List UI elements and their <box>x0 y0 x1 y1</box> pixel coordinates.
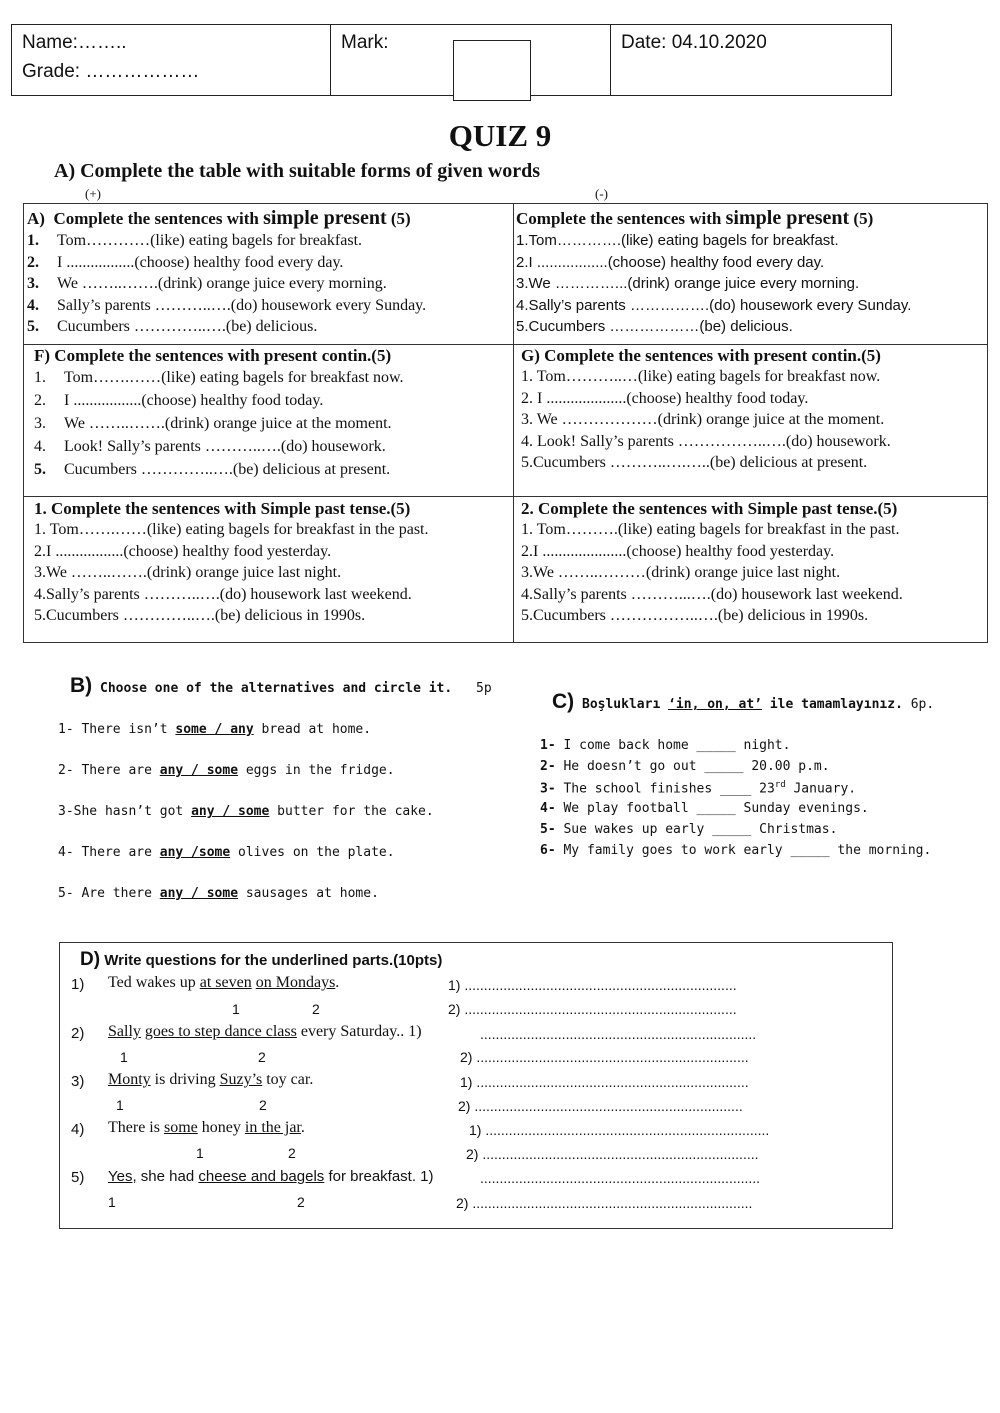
item-text: The school finishes ____ 23 <box>555 781 775 797</box>
alternatives[interactable]: any / some <box>191 804 270 819</box>
section-points: 6p. <box>910 697 935 712</box>
row-divider <box>24 344 987 345</box>
section-c-heading <box>552 690 934 714</box>
item-number: 6- <box>540 843 556 858</box>
date-label: Date: 04.10.2020 <box>621 32 767 53</box>
line-number: 2. <box>34 392 46 409</box>
sentence-text: I .................(choose) healthy food every day. <box>57 253 344 271</box>
sentence-line: 4.Sally’s parents …………….(do) housework every Sunday. <box>516 296 912 314</box>
item-text: 1- There isn’t <box>58 722 176 737</box>
question-sentence <box>108 1023 422 1041</box>
underlined-part: some <box>163 1119 198 1136</box>
section-d <box>59 942 893 1229</box>
underlined-part: in the jar <box>244 1119 301 1136</box>
underlined-part: goes to step dance class <box>144 1023 297 1040</box>
part-number: 2 <box>288 1145 296 1161</box>
sentence-line: 3. We ………………(drink) orange juice at the moment. <box>521 411 885 428</box>
choice-item <box>58 722 371 737</box>
part-number: 1 <box>120 1049 128 1065</box>
underlined-part: on Mondays <box>255 974 336 991</box>
sentence-line: 5.Cucumbers ……………..….(be) delicious in 1990s. <box>521 607 869 624</box>
answer-line[interactable]: 2) ...................................................................... <box>448 1001 737 1017</box>
sentence-text: We ……..…….(drink) orange juice every morning. <box>57 275 387 292</box>
section-instruction: Boşlukları <box>582 697 669 712</box>
item-text: January. <box>785 781 857 797</box>
block-present-continuous-positive <box>34 346 404 481</box>
line-number: 1. <box>34 369 46 386</box>
item-text: eggs in the fridge. <box>238 763 395 778</box>
subtitle: A) Complete the table with suitable forms of given words <box>54 160 541 182</box>
answer-line[interactable]: 2) ..................................................................... <box>458 1098 743 1114</box>
line-number: 3. <box>27 275 39 292</box>
sentence-line: 3.We ……..…….(drink) orange juice last night. <box>34 564 342 581</box>
row-divider <box>24 496 987 497</box>
sentence-text: Cucumbers …………..….(be) delicious at present. <box>64 461 391 478</box>
line-number: 4. <box>34 438 46 455</box>
item-number: 2- <box>540 759 556 774</box>
sentence-line <box>27 316 426 338</box>
item-text: olives on the plate. <box>230 845 395 860</box>
heading-text: Complete the sentences with <box>516 209 722 228</box>
answer-line[interactable]: 2) ...................................................................... <box>460 1049 749 1065</box>
sentence-line: 5.Cucumbers ………..….…..(be) delicious at present. <box>521 454 868 471</box>
block-heading <box>27 207 426 230</box>
sentence-line: 4.Sally’s parents ………..….(do) housework last weekend. <box>34 585 412 603</box>
section-d-heading <box>80 949 442 971</box>
item-text: 3-She hasn’t got <box>58 804 192 819</box>
section-keywords: ‘in, on, at’ <box>668 697 763 712</box>
name-grade-cell[interactable] <box>12 25 331 95</box>
question-number: 3) <box>71 1073 85 1090</box>
sentence-line <box>34 366 404 389</box>
fill-item[interactable] <box>540 843 931 858</box>
choice-item <box>58 886 379 901</box>
underlined-part: Monty <box>108 1071 151 1088</box>
question-number: 1) <box>71 976 85 993</box>
section-points: 5p <box>476 681 492 696</box>
block-simple-present-positive <box>27 207 426 338</box>
alternatives[interactable]: some / any <box>175 722 254 737</box>
block-present-continuous-negative <box>521 346 891 474</box>
sentence-text: honey <box>197 1119 245 1136</box>
item-text: He doesn’t go out _____ 20.00 p.m. <box>555 759 830 774</box>
block-simple-past-positive <box>34 499 428 627</box>
alternatives[interactable]: any /some <box>159 845 231 860</box>
ordinal-suffix: rd <box>774 780 786 790</box>
answer-line[interactable]: ........................................................................ <box>480 1170 761 1186</box>
answer-line[interactable]: 2) ....................................................................... <box>466 1146 759 1162</box>
sentence-line: 2. I ....................(choose) healthy food today. <box>521 389 809 407</box>
sentence-line: 4. Look! Sally’s parents ……………..….(do) housework. <box>521 432 891 450</box>
sentence-text: There is <box>108 1119 164 1136</box>
fill-item[interactable] <box>540 738 790 753</box>
sentence-text: Tom…….……(like) eating bagels for breakfast now. <box>64 369 404 386</box>
underlined-part: at seven <box>199 974 252 991</box>
section-instruction: Choose one of the alternatives and circle it. <box>100 681 453 696</box>
name-field: Name:…….. <box>22 32 127 53</box>
question-sentence <box>108 1168 434 1185</box>
part-number: 2 <box>258 1049 266 1065</box>
question-sentence <box>108 974 339 992</box>
header-table <box>11 24 892 96</box>
item-number: 5- <box>540 822 556 837</box>
sentence-line: 2.I .................(choose) healthy food yesterday. <box>34 542 332 560</box>
question-sentence <box>108 1119 305 1137</box>
sentence-text: Tom…………(like) eating bagels for breakfast. <box>57 232 363 249</box>
heading-emphasis: simple present <box>263 207 387 229</box>
sentence-line <box>34 389 404 412</box>
heading-points: (5) <box>853 209 874 228</box>
sentence-line: 4.Sally’s parents ………...….(do) housework last weekend. <box>521 585 903 603</box>
line-number: 3. <box>34 415 46 432</box>
sentence-line: 1. Tom…….……(like) eating bagels for breakfast in the past. <box>34 521 429 538</box>
column-divider <box>513 204 514 642</box>
item-text: sausages at home. <box>238 886 379 901</box>
sentence-text: I .................(choose) healthy food today. <box>64 392 324 409</box>
heading-text: Complete the sentences with <box>53 209 259 228</box>
block-simple-present-negative <box>516 207 911 338</box>
block-heading: G) Complete the sentences with present contin.(5) <box>521 346 881 365</box>
sentence-text: We ……..…….(drink) orange juice at the moment. <box>64 415 392 432</box>
answer-line[interactable]: ....................................................................... <box>480 1026 757 1042</box>
item-number: 3- <box>540 781 556 797</box>
part-number: 2 <box>312 1001 320 1017</box>
heading-emphasis: simple present <box>725 207 850 229</box>
fill-item[interactable] <box>540 759 830 774</box>
sentence-text: . <box>300 1119 305 1136</box>
block-heading: 2. Complete the sentences with Simple past tense.(5) <box>521 499 898 518</box>
underlined-part: cheese and bagels <box>198 1168 325 1185</box>
answer-line[interactable]: 1) ......................................................................... <box>469 1122 770 1138</box>
choice-item <box>58 845 395 860</box>
minus-sign: (-) <box>595 186 608 201</box>
section-b-heading <box>70 674 492 698</box>
line-number: 2. <box>27 253 39 271</box>
block-label: A) <box>27 209 45 228</box>
part-number: 1 <box>116 1097 124 1113</box>
sentence-line: 5.Cucumbers …………..….(be) delicious in 1990s. <box>34 607 366 624</box>
date-cell <box>611 25 891 95</box>
sentence-text: Ted wakes up <box>108 974 200 991</box>
fill-item[interactable] <box>540 822 837 837</box>
sentence-line <box>27 252 426 274</box>
answer-line[interactable]: 2) ........................................................................ <box>456 1195 753 1211</box>
part-number: 2 <box>259 1097 267 1113</box>
item-text: We play football _____ Sunday evenings. <box>555 801 869 816</box>
page-title: QUIZ 9 <box>448 118 552 153</box>
line-number: 1. <box>27 232 39 249</box>
mark-label: Mark: <box>341 32 389 53</box>
sentence-line: 1. Tom……….(like) eating bagels for breakfast in the past. <box>521 521 900 538</box>
part-number: 1 <box>108 1194 116 1210</box>
grade-field: Grade: ……………… <box>22 61 200 82</box>
sentence-line <box>27 295 426 317</box>
mark-box[interactable] <box>453 40 531 101</box>
sentence-line: 5.Cucumbers ………………(be) delicious. <box>516 318 793 335</box>
item-text: My family goes to work early _____ the morning. <box>555 843 932 858</box>
sentence-text: . <box>335 974 340 991</box>
sentence-line <box>27 273 426 295</box>
item-text: bread at home. <box>253 722 372 737</box>
choice-item <box>58 804 434 819</box>
item-number: 1- <box>540 738 556 753</box>
sentence-text: toy car. <box>262 1071 314 1088</box>
sentence-line <box>34 412 404 435</box>
section-instruction: Write questions for the underlined parts.(10pts) <box>104 952 443 969</box>
underlined-part: Yes, <box>108 1168 137 1185</box>
sentence-line: 3.We …………...(drink) orange juice every morning. <box>516 275 860 292</box>
item-number: 4- <box>540 801 556 816</box>
block-heading <box>516 207 911 230</box>
line-number: 5. <box>34 461 46 478</box>
underlined-part: Suzy’s <box>219 1071 263 1088</box>
block-heading: F) Complete the sentences with present contin.(5) <box>34 346 392 365</box>
answer-line[interactable]: 1) ...................................................................... <box>448 977 737 993</box>
sentence-text: every Saturday.. 1) <box>296 1023 422 1040</box>
sentence-text: Look! Sally’s parents ………..….(do) housework. <box>64 438 386 455</box>
part-number: 1 <box>232 1001 240 1017</box>
section-letter: D) <box>80 949 101 970</box>
question-number: 2) <box>71 1025 85 1042</box>
question-number: 4) <box>71 1121 85 1138</box>
sentence-text: is driving <box>150 1071 220 1088</box>
line-number: 5. <box>27 318 39 335</box>
answer-line[interactable]: 1) ...................................................................... <box>460 1074 749 1090</box>
item-text: I come back home _____ night. <box>555 738 791 753</box>
underlined-part: Sally <box>108 1023 141 1040</box>
question-sentence <box>108 1071 313 1089</box>
plus-sign: (+) <box>85 186 101 201</box>
part-number: 2 <box>297 1194 305 1210</box>
block-heading: 1. Complete the sentences with Simple past tense.(5) <box>34 499 411 518</box>
alternatives[interactable]: any / some <box>159 763 239 778</box>
sentence-line <box>27 230 426 252</box>
item-text: 5- Are there <box>58 886 160 901</box>
section-instruction: ile tamamlayınız. <box>762 697 903 712</box>
fill-item[interactable] <box>540 780 856 796</box>
section-letter: B) <box>70 674 93 697</box>
choice-item <box>58 763 395 778</box>
block-simple-past-negative <box>521 499 903 627</box>
sentence-text: Cucumbers …………..….(be) delicious. <box>57 318 318 335</box>
line-number: 4. <box>27 296 39 314</box>
fill-item[interactable] <box>540 801 869 816</box>
sentence-line: 2.I .................(choose) healthy food every day. <box>516 253 825 271</box>
item-text: 2- There are <box>58 763 160 778</box>
exercise-table <box>23 203 988 643</box>
sentence-line: 1. Tom………..…(like) eating bagels for breakfast now. <box>521 368 881 385</box>
sentence-line <box>34 458 404 481</box>
question-number: 5) <box>71 1169 85 1186</box>
heading-points: (5) <box>390 209 411 228</box>
sentence-line: 1.Tom………….(like) eating bagels for breakfast. <box>516 232 839 249</box>
item-text: 4- There are <box>58 845 160 860</box>
sentence-line: 3.We ……..………(drink) orange juice last night. <box>521 564 841 581</box>
item-text: butter for the cake. <box>269 804 434 819</box>
section-letter: C) <box>552 690 575 713</box>
sentence-text: for breakfast. 1) <box>324 1168 434 1185</box>
item-text: Sue wakes up early _____ Christmas. <box>555 822 838 837</box>
alternatives[interactable]: any / some <box>159 886 239 901</box>
sentence-line <box>34 435 404 458</box>
sentence-text: she had <box>136 1168 199 1185</box>
sentence-text: Sally’s parents ………..….(do) housework every Sunday. <box>57 296 427 314</box>
part-number: 1 <box>196 1145 204 1161</box>
sentence-line: 2.I .....................(choose) healthy food yesterday. <box>521 542 835 560</box>
